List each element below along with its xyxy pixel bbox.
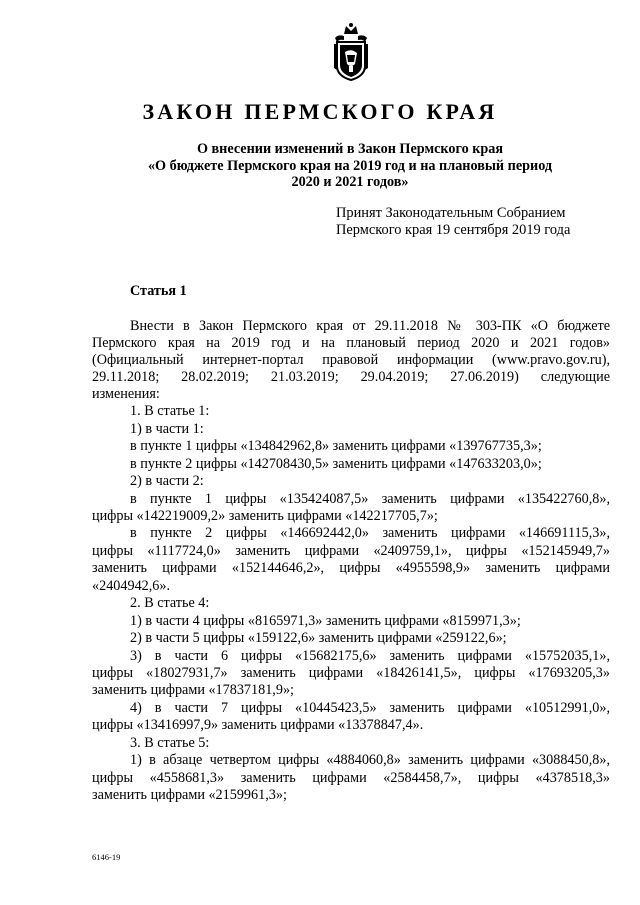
body-line: цифры «4558681,3» заменить цифрами «2584458,7», цифры «4378518,3»	[92, 770, 610, 786]
body-line: Пермского края на 2019 год и на плановый период 2020 и 2021 годов»	[92, 335, 610, 351]
body-line: цифры «1117724,0» заменить цифрами «2409759,1», цифры «152145949,7»	[92, 543, 610, 559]
body-line: цифры «142219009,2» заменить цифрами «142217705,7»;	[92, 508, 438, 524]
adoption-note	[336, 205, 570, 238]
body-line: 1) в абзаце четвертом цифры «4884060,8» заменить цифрами «3088450,8»,	[130, 752, 610, 768]
body-line: в пункте 2 цифры «146692442,0» заменить цифрами «146691115,3»,	[130, 525, 610, 541]
body-line: 3. В статье 5:	[130, 735, 210, 751]
body-line: Внести в Закон Пермского края от 29.11.2018 № 303-ПК «О бюджете	[130, 318, 610, 334]
body-line: цифры «18027931,7» заменить цифрами «18426141,5», цифры «17693205,3»	[92, 665, 610, 681]
document-code: 6146-19	[92, 852, 121, 862]
body-line: 2) в части 5 цифры «159122,6» заменить цифрами «259122,6»;	[130, 630, 507, 646]
body-line: заменить цифрами «17837181,9»;	[92, 682, 294, 698]
body-line: 3) в части 6 цифры «15682175,6» заменить цифрами «15752035,1»,	[130, 648, 610, 664]
body-line: 2) в части 2:	[130, 473, 204, 489]
body-line: в пункте 1 цифры «134842962,8» заменить цифрами «139767735,3»;	[130, 438, 542, 454]
subtitle-line: «О бюджете Пермского края на 2019 год и на плановый период	[147, 157, 553, 174]
body-line: «2404942,6».	[92, 578, 171, 594]
body-line: 1. В статье 1:	[130, 403, 210, 419]
body-line: 1) в части 4 цифры «8165971,3» заменить цифрами «8159971,3»;	[130, 613, 521, 629]
body-line: 1) в части 1:	[130, 421, 204, 437]
article-heading: Статья 1	[130, 283, 187, 299]
document-subtitle	[100, 141, 600, 191]
body-line: изменения:	[92, 386, 160, 402]
body-line: 2. В статье 4:	[130, 595, 210, 611]
body-line: заменить цифрами «152144646,2», цифры «4955598,9» заменить цифрами	[92, 560, 610, 576]
adoption-line: Пермского края 19 сентября 2019 года	[336, 221, 571, 238]
coat-of-arms-icon	[330, 22, 372, 84]
adoption-line: Принят Законодательным Собранием	[336, 205, 566, 221]
body-line: 29.11.2018; 28.02.2019; 21.03.2019; 29.04.2019; 27.06.2019) следующие	[92, 369, 610, 385]
body-line: 4) в части 7 цифры «10445423,5» заменить цифрами «10512991,0»,	[130, 700, 610, 716]
body-line: в пункте 1 цифры «135424087,5» заменить цифрами «135422760,8»,	[130, 491, 610, 507]
subtitle-line: О внесении изменений в Закон Пермского края	[196, 141, 504, 157]
body-line: (Официальный интернет-портал правовой информации (www.pravo.gov.ru),	[92, 352, 610, 368]
document-title: ЗАКОН ПЕРМСКОГО КРАЯ	[142, 99, 498, 124]
body-line: цифры «13416997,9» заменить цифрами «13378847,4».	[92, 717, 424, 733]
body-line: заменить цифрами «2159961,3»;	[92, 787, 287, 803]
subtitle-line: 2020 и 2021 годов»	[291, 174, 409, 190]
body-line: в пункте 2 цифры «142708430,5» заменить цифрами «147633203,0»;	[130, 456, 542, 472]
